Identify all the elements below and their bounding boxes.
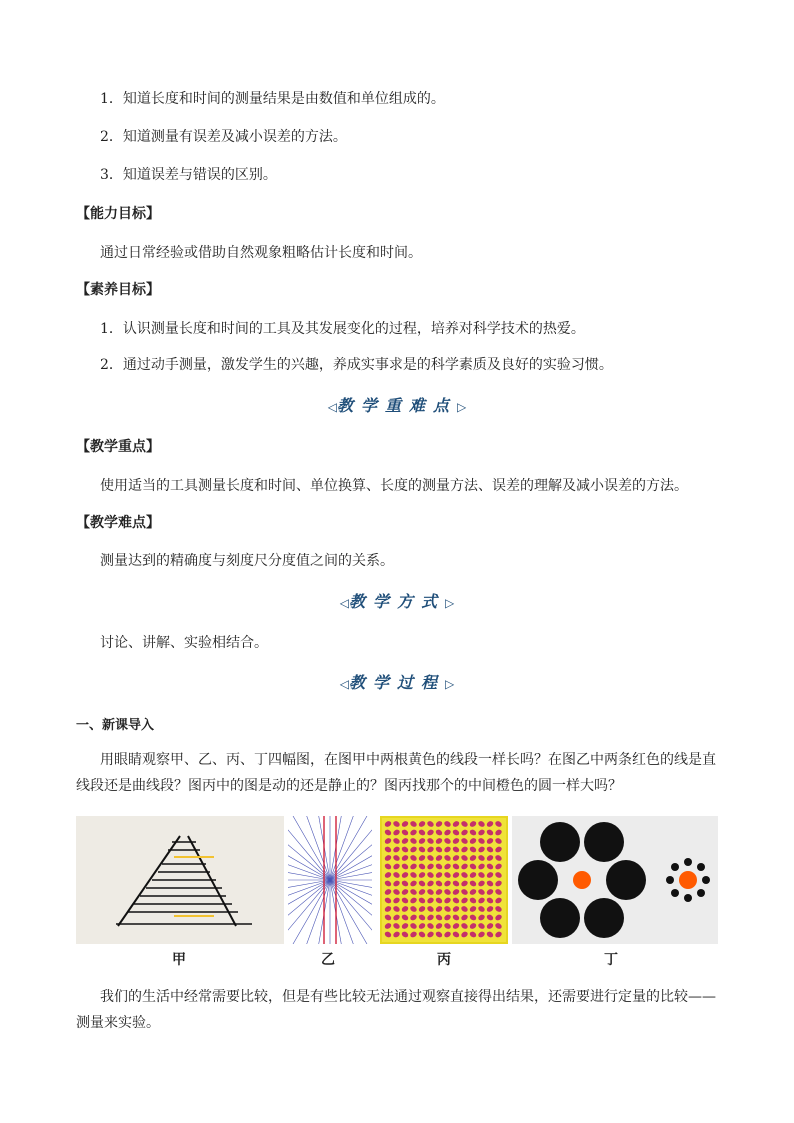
figure-label-yi: 乙: [321, 952, 335, 968]
figure-label-jia: 甲: [172, 952, 186, 968]
section-process-text: 教学过程: [348, 673, 445, 692]
section-method-text: 教学方式: [348, 592, 445, 611]
section-key-points-text: 教学重难点: [336, 396, 457, 415]
right-triangle-icon: ▷: [445, 677, 455, 691]
left-triangle-icon: ◁: [339, 596, 349, 610]
key-point-text: 使用适当的工具测量长度和时间、单位换算、长度的测量方法、误差的理解及减小误差的方法。: [100, 478, 688, 494]
ability-goal-heading: 【能力目标】: [76, 206, 160, 222]
left-triangle-icon: ◁: [327, 400, 337, 414]
knowledge-goal-1: 1．知道长度和时间的测量结果是由数值和单位组成的。: [100, 91, 445, 107]
figure-ding: [512, 816, 718, 944]
method-text: 讨论、讲解、实验相结合。: [100, 635, 268, 651]
knowledge-goal-2: 2．知道测量有误差及减小误差的方法。: [100, 129, 347, 145]
figure-label-bing: 丙: [437, 952, 451, 968]
figure-bing: [380, 816, 508, 944]
key-point-heading: 【教学重点】: [76, 439, 160, 455]
figure-ding-illustration: [512, 816, 718, 944]
figure-yi-illustration: [288, 816, 372, 944]
intro-heading: 一、新课导入: [76, 718, 155, 733]
difficulty-text: 测量达到的精确度与刻度尺分度值之间的关系。: [100, 553, 394, 569]
figure-bing-illustration: [382, 818, 506, 942]
section-method-title: [0, 589, 794, 612]
figure-label-ding: 丁: [604, 952, 618, 968]
left-triangle-icon: ◁: [339, 677, 349, 691]
figure-jia-illustration: [76, 816, 284, 944]
ability-goal-text: 通过日常经验或借助自然观象粗略估计长度和时间。: [100, 245, 422, 261]
literacy-goal-1: 1．认识测量长度和时间的工具及其发展变化的过程，培养对科学技术的热爱。: [100, 321, 585, 337]
closing-text: 我们的生活中经常需要比较，但是有些比较无法通过观察直接得出结果，还需要进行定量的比较——测量来实验。: [76, 989, 716, 1031]
difficulty-heading: 【教学难点】: [76, 515, 160, 531]
knowledge-goal-3: 3．知道误差与错误的区别。: [100, 167, 277, 183]
intro-text: 用眼睛观察甲、乙、丙、丁四幅图，在图甲中两根黄色的线段一样长吗？在图乙中两条红色的线是直线段还是曲线段？图丙中的图是动的还是静止的？图丙找那个的中间橙色的圆一样大吗？: [76, 752, 716, 794]
section-process-title: [0, 670, 794, 693]
right-triangle-icon: ▷: [457, 400, 467, 414]
figure-jia: [76, 816, 284, 944]
figure-yi: [288, 816, 372, 944]
literacy-goal-heading: 【素养目标】: [76, 282, 160, 298]
section-key-points-title: [0, 393, 794, 416]
literacy-goal-2: 2．通过动手测量，激发学生的兴趣，养成实事求是的科学素质及良好的实验习惯。: [100, 357, 613, 373]
right-triangle-icon: ▷: [445, 596, 455, 610]
